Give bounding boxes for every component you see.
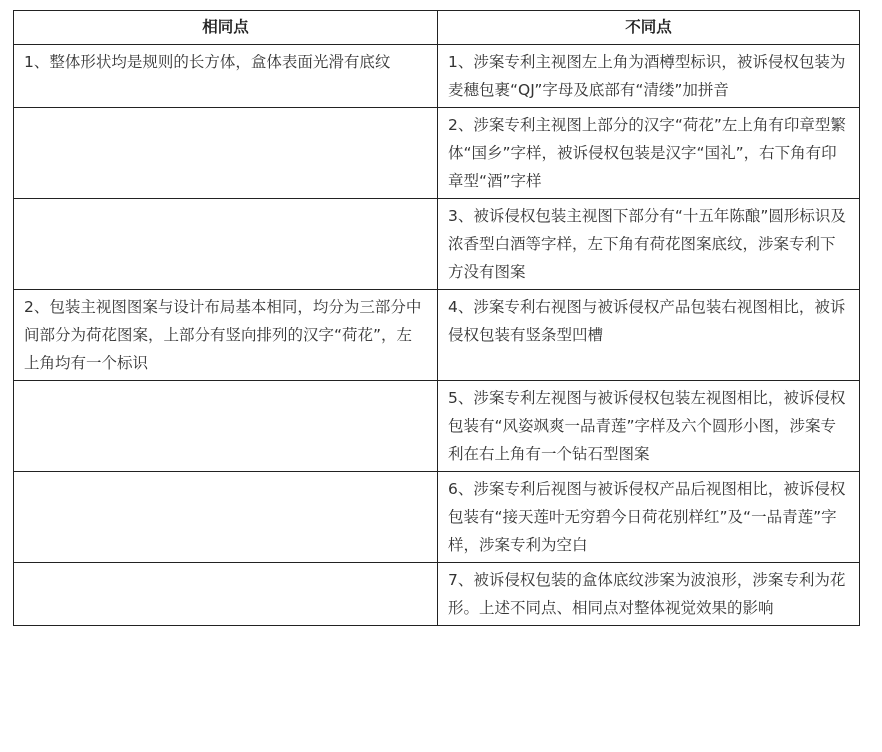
- comparison-table-container: [13, 10, 860, 626]
- cell-same: [14, 199, 438, 290]
- table-row: [14, 563, 860, 626]
- table-row: [14, 290, 860, 381]
- cell-same: [14, 381, 438, 472]
- table-row: [14, 199, 860, 290]
- header-same: 相同点: [14, 11, 438, 45]
- header-diff: 不同点: [438, 11, 860, 45]
- cell-diff: 1、涉案专利主视图左上角为酒樽型标识，被诉侵权包装为麦穗包裹“QJ”字母及底部有“清缕”加拼音: [438, 45, 860, 108]
- comparison-table: [13, 10, 860, 626]
- table-row: [14, 381, 860, 472]
- cell-diff: 5、涉案专利左视图与被诉侵权包装左视图相比，被诉侵权包装有“风姿飒爽一品青莲”字样及六个圆形小图，涉案专利在右上角有一个钻石型图案: [438, 381, 860, 472]
- cell-diff: 6、涉案专利后视图与被诉侵权产品后视图相比，被诉侵权包装有“接天莲叶无穷碧今日荷花别样红”及“一品青莲”字样，涉案专利为空白: [438, 472, 860, 563]
- table-row: [14, 472, 860, 563]
- cell-diff: 4、涉案专利右视图与被诉侵权产品包装右视图相比，被诉侵权包装有竖条型凹槽: [438, 290, 860, 381]
- cell-diff: 2、涉案专利主视图上部分的汉字“荷花”左上角有印章型繁体“国乡”字样，被诉侵权包装是汉字“国礼”，右下角有印章型“酒”字样: [438, 108, 860, 199]
- cell-same: 1、整体形状均是规则的长方体，盒体表面光滑有底纹: [14, 45, 438, 108]
- cell-same: [14, 563, 438, 626]
- cell-same: 2、包装主视图图案与设计布局基本相同，均分为三部分中间部分为荷花图案，上部分有竖向排列的汉字“荷花”，左上角均有一个标识: [14, 290, 438, 381]
- cell-diff: 7、被诉侵权包装的盒体底纹涉案为波浪形，涉案专利为花形。上述不同点、相同点对整体视觉效果的影响: [438, 563, 860, 626]
- table-header-row: [14, 11, 860, 45]
- cell-same: [14, 472, 438, 563]
- cell-diff: 3、被诉侵权包装主视图下部分有“十五年陈酿”圆形标识及浓香型白酒等字样，左下角有荷花图案底纹，涉案专利下方没有图案: [438, 199, 860, 290]
- table-row: [14, 45, 860, 108]
- cell-same: [14, 108, 438, 199]
- table-row: [14, 108, 860, 199]
